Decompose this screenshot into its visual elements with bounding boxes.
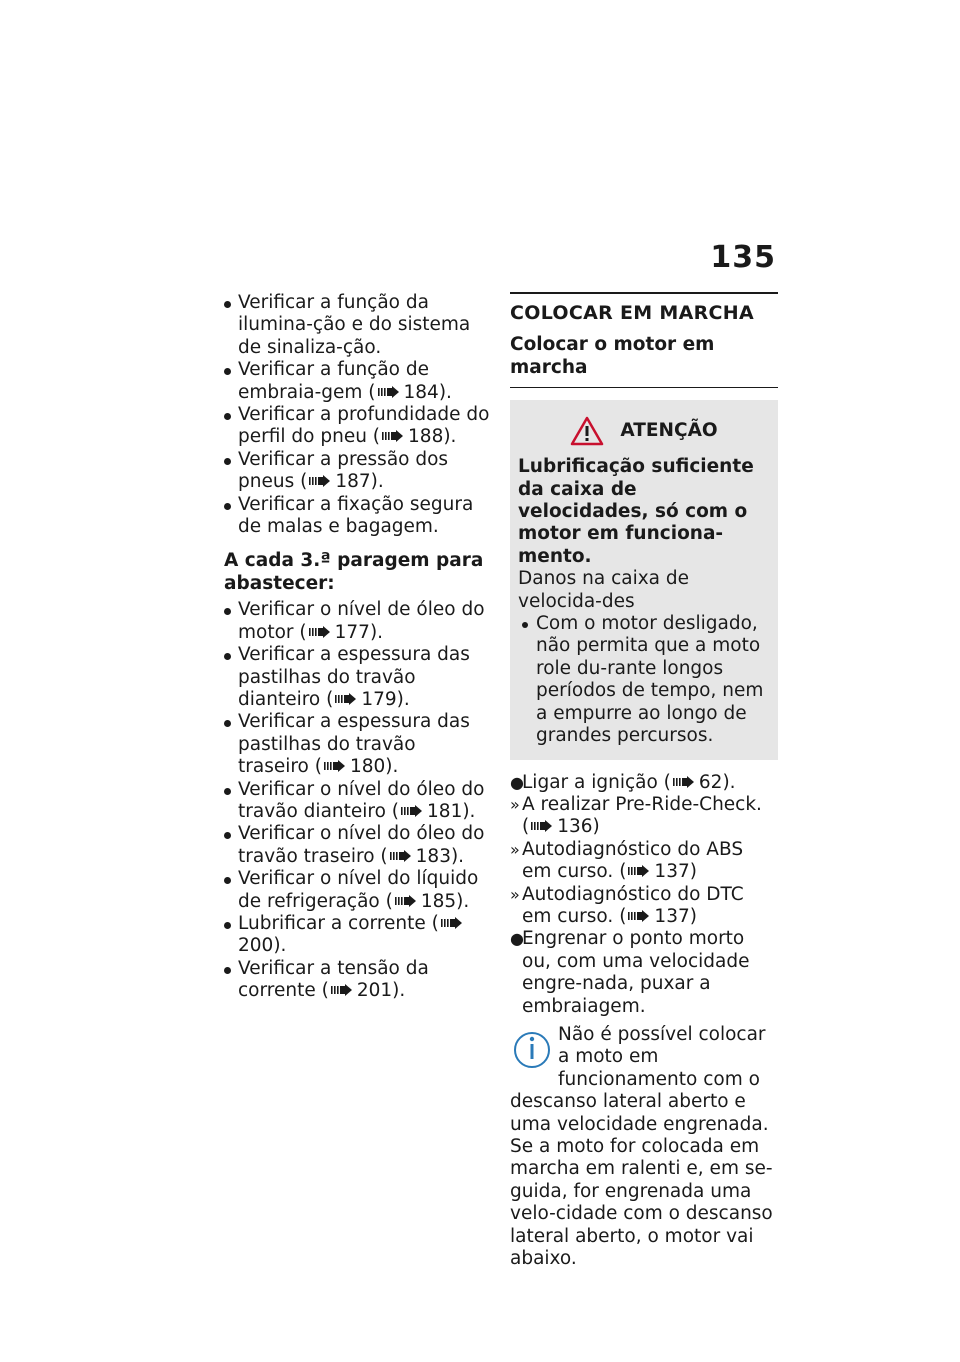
list-item (224, 779, 492, 824)
page-ref: 181 (427, 800, 463, 822)
bullet-dot (224, 877, 231, 884)
list-item-text: Verificar o nível do óleo do travão dianteiro ( (238, 778, 485, 822)
page-ref-arrow-icon (673, 775, 695, 789)
list-item-text: Verificar a tensão da corrente ( (238, 957, 429, 1002)
list-item (224, 449, 492, 494)
step-text: Autodiagnóstico do DTC em curso. (522, 883, 744, 927)
list-item-text: Verificar a fixação segura de malas e bagagem. (238, 493, 474, 538)
page-ref: 137 (654, 905, 690, 927)
step-text: Engrenar o ponto morto ou, com uma velocidade engre-nada, puxar a embraiagem. (522, 928, 750, 1017)
bullet-dot (224, 832, 231, 839)
page-ref-arrow-icon (441, 916, 463, 930)
step-glyph: ● (510, 929, 524, 949)
bullet-dot (224, 922, 231, 929)
step-text: Ligar a ignição ( (522, 771, 671, 793)
page-ref-arrow-icon (395, 894, 417, 908)
ref-close: ) (592, 816, 600, 838)
ref-paren: ( (522, 816, 530, 838)
list-item-text: Lubrificar a corrente ( (238, 912, 439, 934)
ref-close: ). (370, 471, 384, 493)
ref-close: ). (456, 890, 470, 912)
bullet-dot (224, 720, 231, 727)
sub-title: Colocar o motor em marcha (510, 334, 778, 388)
step-item (510, 794, 778, 839)
page-ref-arrow-icon (309, 625, 331, 639)
step-item (510, 928, 778, 1018)
page-ref: 177 (334, 621, 370, 643)
list-item-text: Verificar a espessura das pastilhas do travão traseiro ( (238, 711, 470, 778)
list-item-text: Verificar a profundidade do perfil do pneu ( (238, 404, 490, 448)
list-item-text: Verificar a espessura das pastilhas do travão dianteiro ( (238, 644, 470, 710)
page-ref: 62 (698, 771, 723, 793)
step-item (510, 884, 778, 929)
list-item-text: Verificar o nível do óleo do travão traseiro ( (238, 823, 485, 867)
bullet-dot (522, 622, 528, 628)
list-item-text: Verificar a função da ilumina-ção e do sistema de sinaliza-ção. (238, 292, 471, 358)
section-title: COLOCAR EM MARCHA (510, 302, 754, 324)
list-item (224, 711, 492, 778)
warning-triangle-icon (570, 416, 604, 446)
ref-close: ). (385, 756, 399, 778)
info-note (510, 1024, 778, 1270)
step-glyph: » (510, 839, 520, 859)
step-glyph: » (510, 884, 520, 904)
step-glyph: » (510, 794, 520, 814)
bullet-dot (224, 301, 231, 308)
page-ref: 185 (420, 890, 457, 912)
ref-close: ). (722, 771, 736, 793)
right-column (510, 292, 778, 1270)
list-item (224, 359, 492, 404)
left-column (224, 292, 492, 1003)
warning-box (510, 400, 778, 759)
ref-close: ) (689, 861, 697, 883)
page-ref: 184 (403, 381, 439, 403)
warning-bullet (518, 613, 770, 747)
page-ref: 179 (361, 688, 397, 710)
page-ref: 187 (335, 471, 371, 493)
ref-close: ). (273, 935, 287, 957)
bullet-dot (224, 967, 231, 974)
ref-close: ). (392, 980, 406, 1002)
page-ref-arrow-icon (390, 849, 412, 863)
page-ref: 137 (654, 861, 690, 883)
page-ref: 188 (408, 426, 444, 448)
ref-close: ). (396, 688, 410, 710)
ref-close: ). (450, 845, 465, 867)
list-item-text: Verificar o nível do líquido de refrigeração ( (238, 868, 479, 912)
step-text: Autodiagnóstico do ABS em curso. (522, 838, 744, 883)
bullet-dot (224, 788, 231, 795)
list-item (224, 644, 492, 711)
info-icon (510, 1026, 550, 1070)
page-ref: 136 (557, 816, 593, 838)
page-ref-arrow-icon (309, 474, 331, 488)
ref-close: ). (443, 426, 457, 448)
page-ref: 180 (349, 756, 386, 778)
note-text: Não é possível colocar a moto em funcionamento com o descanso lateral aberto e uma velocidade engrenada. Se a moto for colocada em marcha em ralenti e, em se-guida, for engrenada uma velo-cidade com o descanso lateral aberto, o motor vai abaixo. (510, 1023, 773, 1270)
warning-title: ATENÇÃO (620, 420, 718, 442)
bullet-dot (224, 368, 231, 375)
list-item-text: Verificar a função de embraia-gem ( (238, 359, 430, 403)
ref-close: ). (438, 381, 452, 403)
page-ref-arrow-icon (628, 864, 650, 878)
bullet-dot (224, 653, 231, 660)
page-ref-arrow-icon (378, 385, 400, 399)
start-steps (510, 772, 778, 1018)
ref-close: ) (689, 905, 697, 927)
step-text: A realizar Pre-Ride-Check. (522, 793, 762, 815)
page-ref-arrow-icon (382, 429, 404, 443)
list-item-text: Verificar o nível de óleo do motor ( (238, 599, 485, 643)
page-ref-arrow-icon (324, 759, 346, 773)
list-item (224, 868, 492, 913)
list-item (224, 404, 492, 449)
subhead-refuel: A cada 3.ª paragem para abastecer: (224, 550, 484, 594)
ref-paren: ( (619, 861, 627, 883)
warning-consequence: Danos na caixa de velocida-des (518, 568, 690, 612)
page-ref: 183 (415, 845, 451, 867)
list-item (224, 292, 492, 359)
list-item-text: Verificar a pressão dos pneus ( (238, 448, 449, 493)
page-ref: 200 (238, 935, 274, 957)
list-item (224, 823, 492, 868)
ref-close: ). (462, 800, 476, 822)
page-ref-arrow-icon (331, 983, 353, 997)
bullet-dot (224, 413, 231, 420)
page-ref-arrow-icon (531, 819, 553, 833)
list-item (224, 958, 492, 1003)
list-item (224, 599, 492, 644)
ref-paren: ( (619, 905, 627, 927)
checklist-b (224, 599, 492, 1002)
section-rule (510, 292, 778, 294)
list-item (224, 494, 492, 539)
warning-bullet-text: Com o motor desligado, não permita que a moto role du-rante longos períodos de tempo, nem a empurre ao longo de grandes percursos. (536, 613, 764, 747)
page-ref-arrow-icon (335, 692, 357, 706)
list-item (224, 913, 492, 958)
step-item (510, 772, 778, 794)
page-ref: 201 (356, 980, 393, 1002)
page-ref-arrow-icon (401, 804, 423, 818)
bullet-dot (224, 458, 231, 465)
bullet-dot (224, 503, 231, 510)
bullet-dot (224, 608, 231, 615)
page-ref-arrow-icon (628, 909, 650, 923)
warning-header (518, 416, 770, 446)
checklist-a (224, 292, 492, 538)
warning-bold-text: Lubrificação suficiente da caixa de velocidades, só com o motor em funciona-mento. (518, 456, 754, 567)
step-glyph: ● (510, 772, 524, 792)
step-item (510, 839, 778, 884)
ref-close: ). (369, 621, 384, 643)
page-number: 135 (710, 240, 776, 275)
